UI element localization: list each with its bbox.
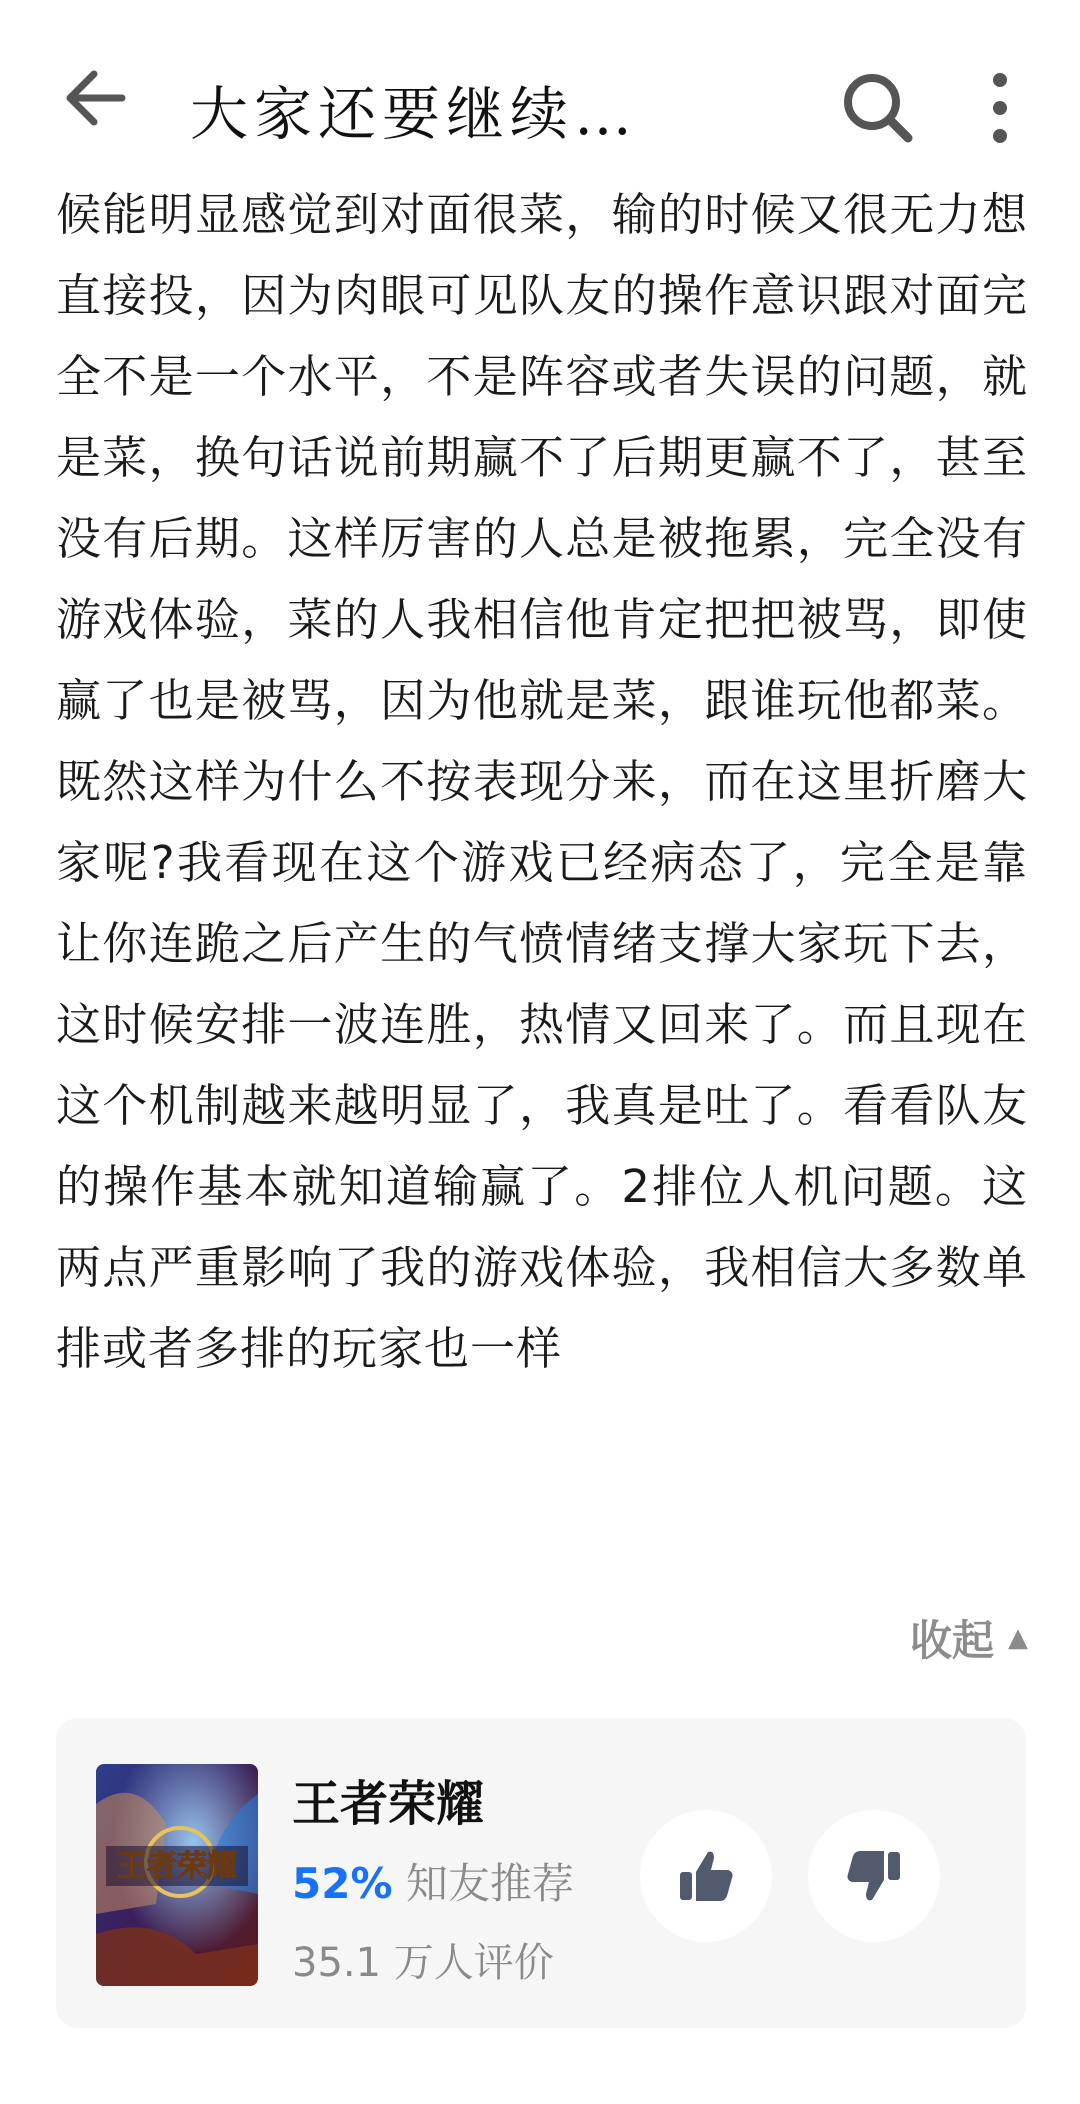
- back-button[interactable]: [60, 62, 132, 134]
- collapse-button[interactable]: [910, 1608, 1028, 1668]
- game-name: 王者荣耀: [292, 1776, 485, 1832]
- rating-count: 35.1 万人评价: [292, 1940, 554, 1986]
- thumbs-down-icon: [844, 1846, 904, 1906]
- more-vertical-icon: [980, 68, 1020, 148]
- triangle-up-icon: ▲: [1008, 1623, 1028, 1653]
- top-app-bar: [0, 0, 1080, 190]
- more-options-button[interactable]: [980, 68, 1020, 148]
- recommend-label: 知友推荐: [405, 1859, 574, 1908]
- page-title: 大家还要继续…: [190, 80, 639, 148]
- answer-body-text: 候能明显感觉到对面很菜，输的时候又很无力想直接投，因为肉眼可见队友的操作意识跟对面完全不是一个水平，不是阵容或者失误的问题，就是菜，换句话说前期赢不了后期更赢不了，甚至没有后期。这样厉害的人总是被拖累，完全没有游戏体验，菜的人我相信他肯定把把被骂，即使赢了也是被骂，因为他就是菜，跟谁玩他都菜。既然这样为什么不按表现分来，而在这里折磨大家呢?我看现在这个游戏已经病态了，完全是靠让你连跪之后产生的气愤情绪支撑大家玩下去，这时候安排一波连胜，热情又回来了。而且现在这个机制越来越明显了，我真是吐了。看看队友的操作基本就知道输赢了。2排位人机问题。这两点严重影响了我的游戏体验，我相信大多数单排或者多排的玩家也一样: [56, 188, 1028, 1375]
- dislike-button[interactable]: [808, 1810, 940, 1942]
- collapse-label: 收起: [909, 1616, 994, 1665]
- search-icon: [838, 68, 916, 146]
- game-cover-image: [96, 1764, 258, 1986]
- like-button[interactable]: [640, 1810, 772, 1942]
- search-button[interactable]: [838, 68, 916, 146]
- recommend-line: [292, 1856, 574, 1912]
- game-cover-logo-text: 王者荣耀: [117, 1849, 237, 1884]
- game-card[interactable]: [56, 1718, 1026, 2028]
- recommend-percent: 52%: [292, 1859, 393, 1908]
- thumbs-up-icon: [676, 1846, 736, 1906]
- arrow-left-icon: [60, 62, 132, 134]
